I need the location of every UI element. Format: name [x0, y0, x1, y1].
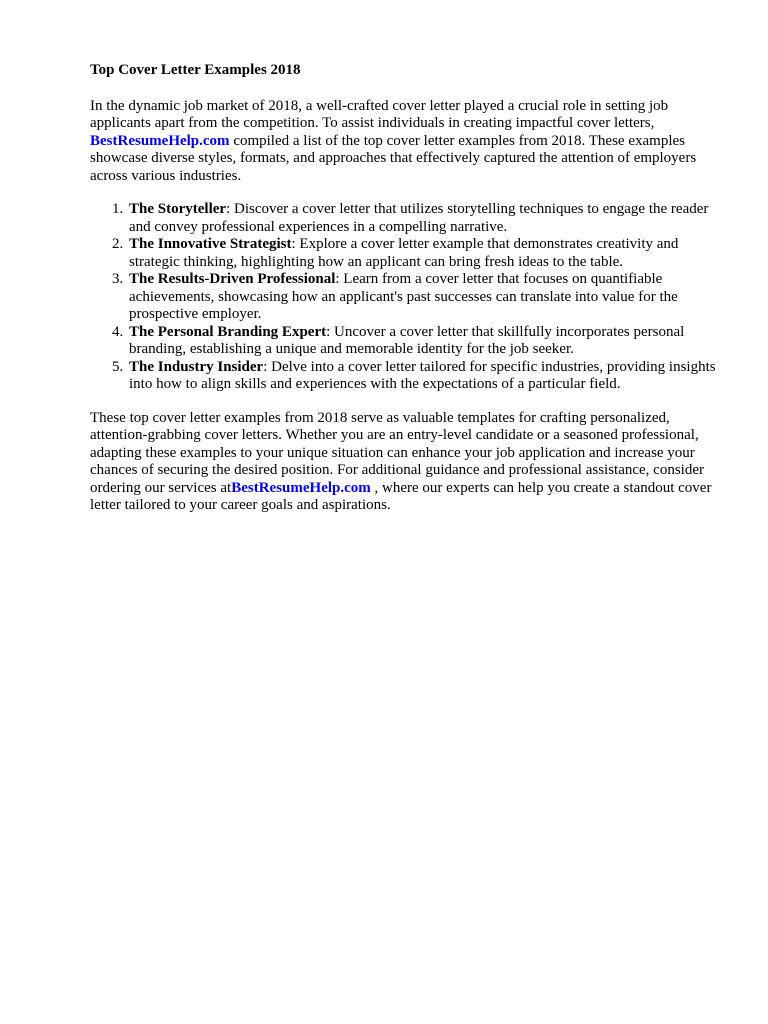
outro-text-after-link: , where our experts can help you create a standout cover letter tailored to your career goals and aspirations.: [90, 479, 712, 513]
list-item-industry-insider: [127, 359, 718, 394]
list-item-term: The Innovative Strategist: [129, 236, 292, 252]
list-item-innovative-strategist: [127, 236, 718, 271]
list-item-description: : Delve into a cover letter tailored for specific industries, providing insights into how to align skills and experiences with the expectations of a particular field.: [129, 358, 716, 392]
outro-text-before-link: These top cover letter examples from 2018 serve as valuable templates for crafting personalized, attention-grabbing cover letters. Whether you are an entry-level candidate or a seasoned professional, adapting these examples to your unique situation can enhance your job application and increase your chances of securing the desired position. For additional guidance and professional assistance, consider ordering our services at: [90, 409, 704, 496]
intro-paragraph: [90, 98, 718, 186]
document-title: Top Cover Letter Examples 2018: [90, 62, 301, 78]
examples-list: [90, 201, 718, 394]
list-item-results-driven-professional: [127, 271, 718, 324]
list-item-description: : Learn from a cover letter that focuses on quantifiable achievements, showcasing how an applicant's past successes can translate into value for the prospective employer.: [129, 271, 678, 322]
list-item-description: : Discover a cover letter that utilizes storytelling techniques to engage the reader and convey professional experiences in a compelling narrative.: [129, 201, 709, 235]
list-item-term: The Results-Driven Professional: [129, 271, 336, 287]
list-item-description: : Uncover a cover letter that skillfully incorporates personal branding, establishing a unique and memorable identity for the job seeker.: [129, 323, 685, 357]
list-item-storyteller: [127, 201, 718, 236]
bestresumehelp-link-intro[interactable]: BestResumeHelp.com: [90, 132, 230, 149]
list-item-term: The Industry Insider: [129, 358, 264, 375]
bestresumehelp-link-outro[interactable]: BestResumeHelp.com: [231, 479, 371, 496]
intro-text-before-link: In the dynamic job market of 2018, a well-crafted cover letter played a crucial role in setting job applicants apart from the competition. To assist individuals in creating impactful cover letters,: [90, 97, 669, 131]
list-item-personal-branding-expert: [127, 324, 718, 359]
outro-paragraph: [90, 410, 718, 515]
list-item-description: : Explore a cover letter example that demonstrates creativity and strategic thinking, highlighting how an applicant can bring fresh ideas to the table.: [129, 236, 679, 270]
list-item-term: The Personal Branding Expert: [129, 323, 327, 340]
list-item-term: The Storyteller: [129, 201, 227, 217]
intro-text-after-link: compiled a list of the top cover letter examples from 2018. These examples showcase diverse styles, formats, and approaches that effectively captured the attention of employers across various industries.: [90, 132, 697, 184]
